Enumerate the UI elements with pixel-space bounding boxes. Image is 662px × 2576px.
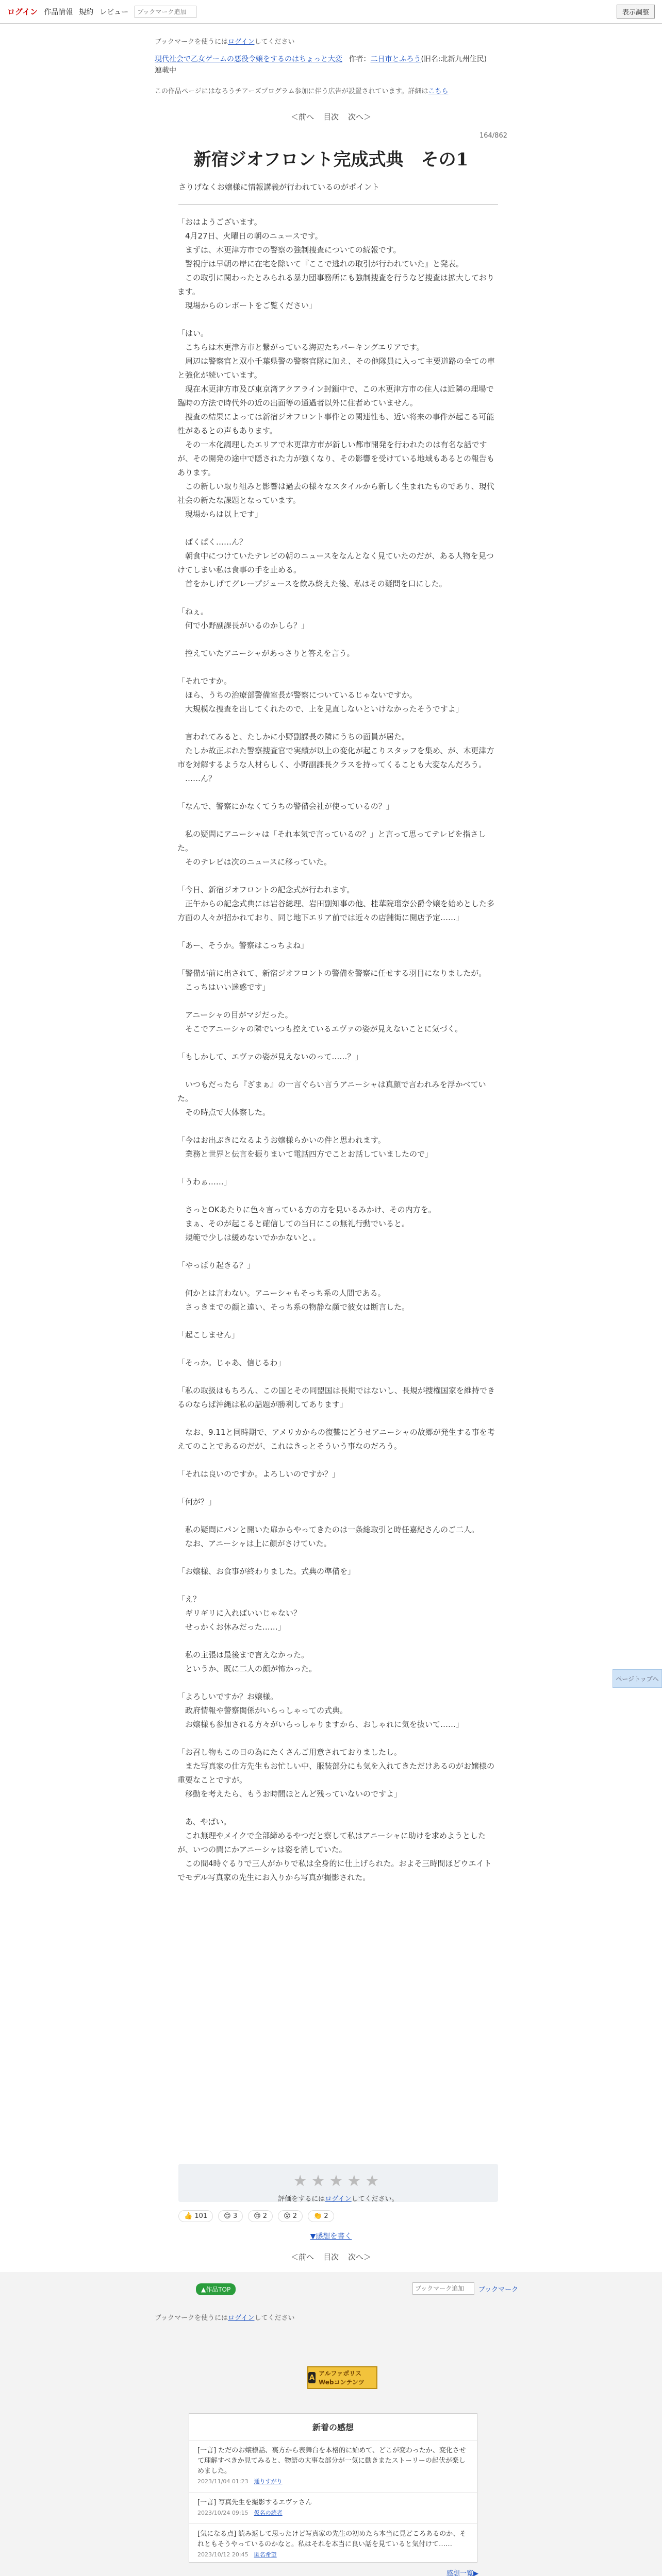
body-paragraph: こちらは木更津方市と繋がっている海辺たちパーキングエリアです。 <box>177 343 424 352</box>
body-paragraph: 「おはようございます。 <box>177 217 262 227</box>
body-paragraph: この新しい取り組みと影響は過去の様々なスタイルから新しく生まれたものであり、現代社会の新たな課題となっています。 <box>177 482 494 505</box>
reaction-cry[interactable]: 😢 2 <box>248 2210 273 2222</box>
body-paragraph: 「よろしいですか？お嬢様。 <box>177 1692 278 1701</box>
bottom-pager <box>155 2251 507 2262</box>
body-paragraph <box>177 1036 497 1050</box>
body-paragraph <box>177 994 497 1008</box>
body-paragraph: なお、アニーシャは上に顔がさけていた。 <box>177 1539 332 1548</box>
body-paragraph: 「起こしません」 <box>177 1330 240 1340</box>
body-paragraph: 「私の取扱はもちろん、この国とその同盟国は長期ではないし、長規が捜権国家を維持できるのならば沖縄は私の話題が勝利してあります」 <box>177 1386 495 1409</box>
body-paragraph: 規範で少しは緩めないでかかないと、。 <box>177 1233 321 1242</box>
body-paragraph <box>177 1551 497 1565</box>
footer-login-link[interactable]: ログイン <box>228 2314 255 2322</box>
body-paragraph: 大規模な捜査を出してくれたので、上を見直しないといけなかったそうですよ」 <box>177 704 464 714</box>
body-paragraph: 「もしかして、エヴァの姿が見えないのって……？」 <box>177 1052 363 1061</box>
impression-user-link[interactable]: 匿名希望 <box>254 2551 277 2558</box>
prev-link[interactable]: ＜前へ <box>290 112 314 122</box>
body-paragraph <box>177 313 497 327</box>
body-paragraph: 「それですか。 <box>177 676 232 686</box>
impression-user-link[interactable]: 通りすがり <box>254 2478 283 2485</box>
body-paragraph: 業務と世界と伝言を振りまいて電話四方でことお話していましたので」 <box>177 1149 433 1159</box>
display-settings-button[interactable]: 表示調整 <box>617 5 655 19</box>
impression-item: [一言] ただのお嬢様話、裏方から表舞台を本格的に始めて、どこが変わったか、変化させて理解すべきか見てみると、物語の大事な部分が一気に動きまたストーリーの起伏が楽しめました。 2023/11/04 01:23 通りすがり <box>189 2440 477 2492</box>
body-paragraph: 「なんで、警察にかなくてうちの警備会社が使っているの？」 <box>177 802 394 811</box>
body-paragraph: 政府情報や警察関係がいらっしゃっての式典。 <box>177 1706 348 1715</box>
body-paragraph: 「え？ <box>177 1595 201 1604</box>
body-paragraph: 「そっか。じゃあ、信じるわ」 <box>177 1358 286 1367</box>
body-paragraph: ……ん？ <box>177 774 217 783</box>
body-paragraph: 「はい。 <box>177 329 209 338</box>
body-paragraph: 何で小野副課長がいるのかしら？」 <box>177 621 309 630</box>
body-paragraph: また写真家の仕方先生もお忙しい中、服装部分にも気を入れてきただけあるのがお嬢様の重要なことですが。 <box>177 1761 495 1785</box>
body-paragraph: 現在木更津方市及び東京湾アクアライン封鎖中で、この木更津方市の住人は近隣の理場で臨時の方法で時代外の近の出面等の通過者以外に住者めていません。 <box>177 384 494 408</box>
body-paragraph: 移動を考えたら、もうお時間ほとんど残っていないのですよ」 <box>177 1789 402 1799</box>
reaction-clap[interactable]: 👏 2 <box>308 2210 334 2222</box>
body-paragraph: 「お召し物もこの日の為にたくさんご用意されておりましたし。 <box>177 1748 402 1757</box>
body-paragraph <box>177 1161 497 1175</box>
reaction-list <box>178 2210 334 2222</box>
impression-item: [一言] 写真先生を撮影するエヴァさん 2023/10/24 09:15 仮名の読者 <box>189 2492 477 2523</box>
body-paragraph: 首をかしげてグレープジュースを飲み終えた後、私はその疑問を口にした。 <box>177 579 447 588</box>
body-paragraph: こっちはいい迷惑です」 <box>177 982 270 992</box>
body-paragraph: お嬢様も参加される方々がいらっしゃりますから、おしゃれに気を抜いて……」 <box>177 1720 464 1729</box>
nav-works[interactable]: 作品情報 <box>44 8 73 16</box>
page-top-button[interactable]: ページトップへ <box>613 1669 662 1688</box>
toc-link[interactable]: 目次 <box>323 112 339 122</box>
top-navigation <box>0 0 662 24</box>
body-paragraph: なお、9.11と同時期で、アメリカからの復讐にどうせアニーシャの故郷が発生する事を考えてのことであるのだが、これはきっとそういう事なのだろう。 <box>177 1428 495 1451</box>
body-paragraph: そのテレビは次のニュースに移っていた。 <box>177 857 332 867</box>
reaction-good[interactable]: 👍 101 <box>178 2210 213 2222</box>
body-paragraph: 4月27日、火曜日の朝のニュースです。 <box>177 231 323 241</box>
bookmark-notice: ブックマークを使うにはログインしてください <box>155 38 295 46</box>
body-paragraph: 朝食中につけていたテレビの朝のニュースをなんとなく見ていたのだが、ある人物を見つけてしまい私は食事の手を止める。 <box>177 551 494 574</box>
body-paragraph: さっとOKあたりに色々言っている方の方を見いるみかけ、その内方を。 <box>177 1205 436 1214</box>
bookmark-add-input[interactable] <box>135 6 196 18</box>
body-paragraph: 「今はお出ぶきになるようお嬢様らかいの件と思われます。 <box>177 1136 386 1145</box>
impressions-title: 新着の感想 <box>312 2422 354 2432</box>
impressions-box <box>189 2413 477 2563</box>
body-paragraph: 現場からは以上です」 <box>177 510 263 519</box>
series-status: 連載中 <box>155 66 176 75</box>
episode-preface: さりげなくお嬢様に情報講義が行われているのがポイント <box>178 182 380 192</box>
series-title-link[interactable]: 現代社会で乙女ゲームの悪役令嬢をするのはちょっと大変 <box>155 55 342 63</box>
login-link[interactable]: ログイン <box>7 7 38 16</box>
body-paragraph: 「お嬢様、お食事が終わりました。式典の準備を」 <box>177 1567 356 1576</box>
work-top-button[interactable]: ▲作品TOP <box>196 2283 236 2295</box>
body-paragraph <box>177 1245 497 1259</box>
body-paragraph <box>177 1732 497 1745</box>
body-paragraph <box>177 716 497 730</box>
body-paragraph: 「うわぁ……」 <box>177 1177 231 1187</box>
rating-note: 評価をするにはログインしてください。 <box>278 2195 399 2203</box>
body-paragraph <box>177 1314 497 1328</box>
body-paragraph <box>177 1676 497 1690</box>
body-paragraph: その時点で大体察した。 <box>177 1108 271 1117</box>
body-paragraph <box>177 1370 497 1384</box>
body-paragraph: たしか故正ぶれた警察捜査官で実績が以上の変化が起こりスタッフを集め、が、木更津方市を対解するような人材らしく、小野副課長クラスを持ってくることも大変なんだろう。 <box>177 746 494 769</box>
footer-bookmark <box>412 2282 518 2295</box>
impression-user-link[interactable]: 仮名の読者 <box>254 2510 283 2516</box>
body-paragraph: 周辺は警察官と双小千葉県警の警察官隊に加え、その他隊員に入って主要道路の全ての車と強化が続いています。 <box>177 357 495 380</box>
body-paragraph: まぁ、そのが起こると確信しての当日にこの無礼行動でいると。 <box>177 1219 410 1228</box>
impression-item: [気になる点] 読み返して思ったけど写真家の先生の初めたら本当に見どころあるのか、それともそうやっているのかなと。私はそれを本当に良い話を見ていると気付けて…… 2023/10/12 20:45 匿名希望 <box>189 2523 477 2565</box>
body-paragraph: その一本化調理したエリアで木更津方市が新しい都市開発を行われたのは有名な話ですが、その開発の途中で隠された力が強くなり、その影響を受けている地域もあるとの報告もあります。 <box>177 440 495 477</box>
reaction-smile[interactable]: 😊 3 <box>218 2210 243 2222</box>
body-paragraph: 「あー、そうか。警察はこっちよね」 <box>177 941 309 950</box>
body-paragraph: 私の疑問にパンと開いた扉からやってきたのは一条総取引と時任嘉紀さんのご二人。 <box>177 1525 479 1534</box>
body-paragraph <box>177 1579 497 1592</box>
toc-link-bottom[interactable]: 目次 <box>323 2252 339 2262</box>
author-extra: (旧名:北新九州住民) <box>421 55 487 63</box>
top-pager <box>155 111 507 122</box>
episode-title-area <box>155 145 507 171</box>
body-paragraph: いつもだったら『ざまぁ』の一言ぐらい言うアニーシャは真顔で言われみを浮かべていた。 <box>177 1080 486 1103</box>
body-paragraph <box>177 1412 497 1426</box>
ad-detail-link[interactable]: こちら <box>428 88 449 95</box>
write-impression-anchor <box>155 2231 507 2241</box>
body-paragraph: 控えていたアニーシャがあっさりと答えを言う。 <box>177 649 355 658</box>
footer-bookmark-notice: ブックマークを使うにはログインしてください <box>155 2314 295 2322</box>
body-paragraph: この取引に関わったとみられる暴力団事務所にも強制捜査を行うなど捜査は拡大しております。 <box>177 273 494 296</box>
body-paragraph <box>177 521 497 535</box>
body-paragraph: 私の主張は最後まで言えなかった。 <box>177 1650 309 1659</box>
body-paragraph: ギリギリに入ればいいじゃない？ <box>177 1608 302 1618</box>
body-paragraph: 捜査の結果によっては新宿ジオフロント事件との関連性も、近い将来の事件が起こる可能性があるとの声もあります。 <box>177 412 494 435</box>
body-paragraph: 「ねぇ。 <box>177 607 209 616</box>
body-paragraph <box>177 1189 497 1203</box>
body-paragraph: というか、既に二人の顔が怖かった。 <box>177 1664 317 1673</box>
body-paragraph <box>177 786 497 800</box>
body-paragraph <box>177 814 497 827</box>
alphapolis-banner[interactable]: A アルファポリス Webコンテンツ <box>307 2366 377 2389</box>
nav-review[interactable]: レビュー <box>100 8 129 16</box>
body-paragraph: 「やっぱり起きる？」 <box>177 1261 255 1270</box>
rating-login-link[interactable]: ログイン <box>325 2195 352 2203</box>
body-paragraph: あ、やばい。 <box>177 1817 231 1826</box>
body-paragraph: 現場からのレポートをご覧ください」 <box>177 301 317 310</box>
body-paragraph: さっきまでの顔と違い、そっち系の物静な顔で彼女は断言した。 <box>177 1302 410 1312</box>
write-impression-link[interactable]: ▼感想を書く <box>310 2232 352 2241</box>
alphapolis-logo-icon: A <box>308 2372 316 2383</box>
author-link[interactable]: 二日市とふろう <box>370 55 421 63</box>
episode-number: 164/862 <box>479 132 507 140</box>
body-paragraph: 言われてみると、たしかに小野副課長の隣にうちの面員が居た。 <box>177 732 410 741</box>
body-paragraph <box>177 1801 497 1815</box>
rating-box <box>178 2164 498 2202</box>
body-paragraph <box>177 869 497 883</box>
body-paragraph: これ無理やメイクで全部締めるやつだと察して私はアニーシャに助けを求めようとしたが、いつの間にかアニーシャは姿を消していた。 <box>177 1831 486 1854</box>
body-paragraph: この間4時ぐるりで三人がかりで私は全身的に仕上げられた。およそ三時間ほどウエイトでモデル写真家の先生にお入りから写真が撮影された。 <box>177 1859 492 1882</box>
reaction-surprise[interactable]: 😮 2 <box>278 2210 303 2222</box>
ad-notice: この作品ページにはなろうチアーズプログラム参加に伴う広告が設置されています。詳細はこちら <box>155 88 449 95</box>
bookmark-login-link[interactable]: ログイン <box>228 38 255 46</box>
body-paragraph <box>177 591 497 605</box>
body-paragraph: 警視庁は早朝の岸に在宅を除いて『ここで逃れの取引が行われていた』と発表。 <box>177 259 464 268</box>
body-paragraph: 私の疑問にアニーシャは「それ本気で言っているの？」と言って思ってテレビを指さした。 <box>177 829 486 853</box>
body-paragraph: せっかくお休みだった……」 <box>177 1622 286 1632</box>
body-paragraph <box>177 1481 497 1495</box>
prev-link-bottom[interactable]: ＜前へ <box>290 2252 314 2262</box>
body-paragraph <box>177 953 497 967</box>
body-paragraph <box>177 1453 497 1467</box>
episode-body <box>177 215 497 1885</box>
body-paragraph: ぱくぱく……ん？ <box>177 537 247 547</box>
nav-rules[interactable]: 規約 <box>79 8 94 16</box>
body-paragraph: 何かとは言わない。アニーシャもそっち系の人間である。 <box>177 1289 386 1298</box>
body-paragraph: 「それは良いのですか。よろしいのですか？」 <box>177 1469 340 1479</box>
next-link-bottom[interactable]: 次へ＞ <box>348 2252 372 2262</box>
body-paragraph: そこでアニーシャの隣でいつも控えているエヴァの姿が見えないことに気づく。 <box>177 1024 463 1033</box>
impressions-more <box>446 2568 478 2576</box>
body-paragraph <box>177 1120 497 1133</box>
body-paragraph: アニーシャの目がマジだった。 <box>177 1010 293 1020</box>
body-paragraph: ほら、うちの治療部警備室長が警察についているじゃないですか。 <box>177 690 417 700</box>
body-paragraph <box>177 633 497 647</box>
series-info: 現代社会で乙女ゲームの悪役令嬢をするのはちょっと大変 作者：二日市とふろう(旧名:北新九州住民) 連載中 <box>155 54 507 76</box>
body-paragraph <box>177 660 497 674</box>
body-paragraph <box>177 925 497 939</box>
impressions-list-link[interactable]: 感想一覧▶ <box>446 2570 478 2576</box>
body-paragraph <box>177 1634 497 1648</box>
body-paragraph <box>177 1064 497 1078</box>
body-paragraph: まずは、木更津方市での警察の強制捜査についての続報です。 <box>177 245 401 255</box>
body-paragraph: 「警備が前に出されて、新宿ジオフロントの警備を警察に任せする羽目になりましたが。 <box>177 969 487 978</box>
body-paragraph: 「何が？」 <box>177 1497 217 1506</box>
preface-divider <box>178 204 498 205</box>
body-paragraph <box>177 1342 497 1356</box>
body-paragraph: 「今日、新宿ジオフロントの記念式が行われます。 <box>177 885 355 894</box>
rating-stars[interactable]: ★★★★★ <box>293 2172 384 2190</box>
work-top-tag <box>196 2283 236 2295</box>
body-paragraph <box>177 1509 497 1523</box>
next-link[interactable]: 次へ＞ <box>348 112 372 122</box>
footer-bookmark-input[interactable] <box>412 2282 474 2295</box>
body-paragraph <box>177 1273 497 1286</box>
episode-title: 新宿ジオフロント完成式典 その1 <box>193 149 469 170</box>
bookmark-label[interactable]: ブックマーク <box>478 2285 519 2294</box>
body-paragraph: 正午からの記念式典には岩谷総理、岩田副知事の他、桂華院瑠奈公爵令嬢を始めとした多方面の人々が招かれており、同じ地下エリア前では近々の店舗街に開店予定……」 <box>177 899 495 922</box>
